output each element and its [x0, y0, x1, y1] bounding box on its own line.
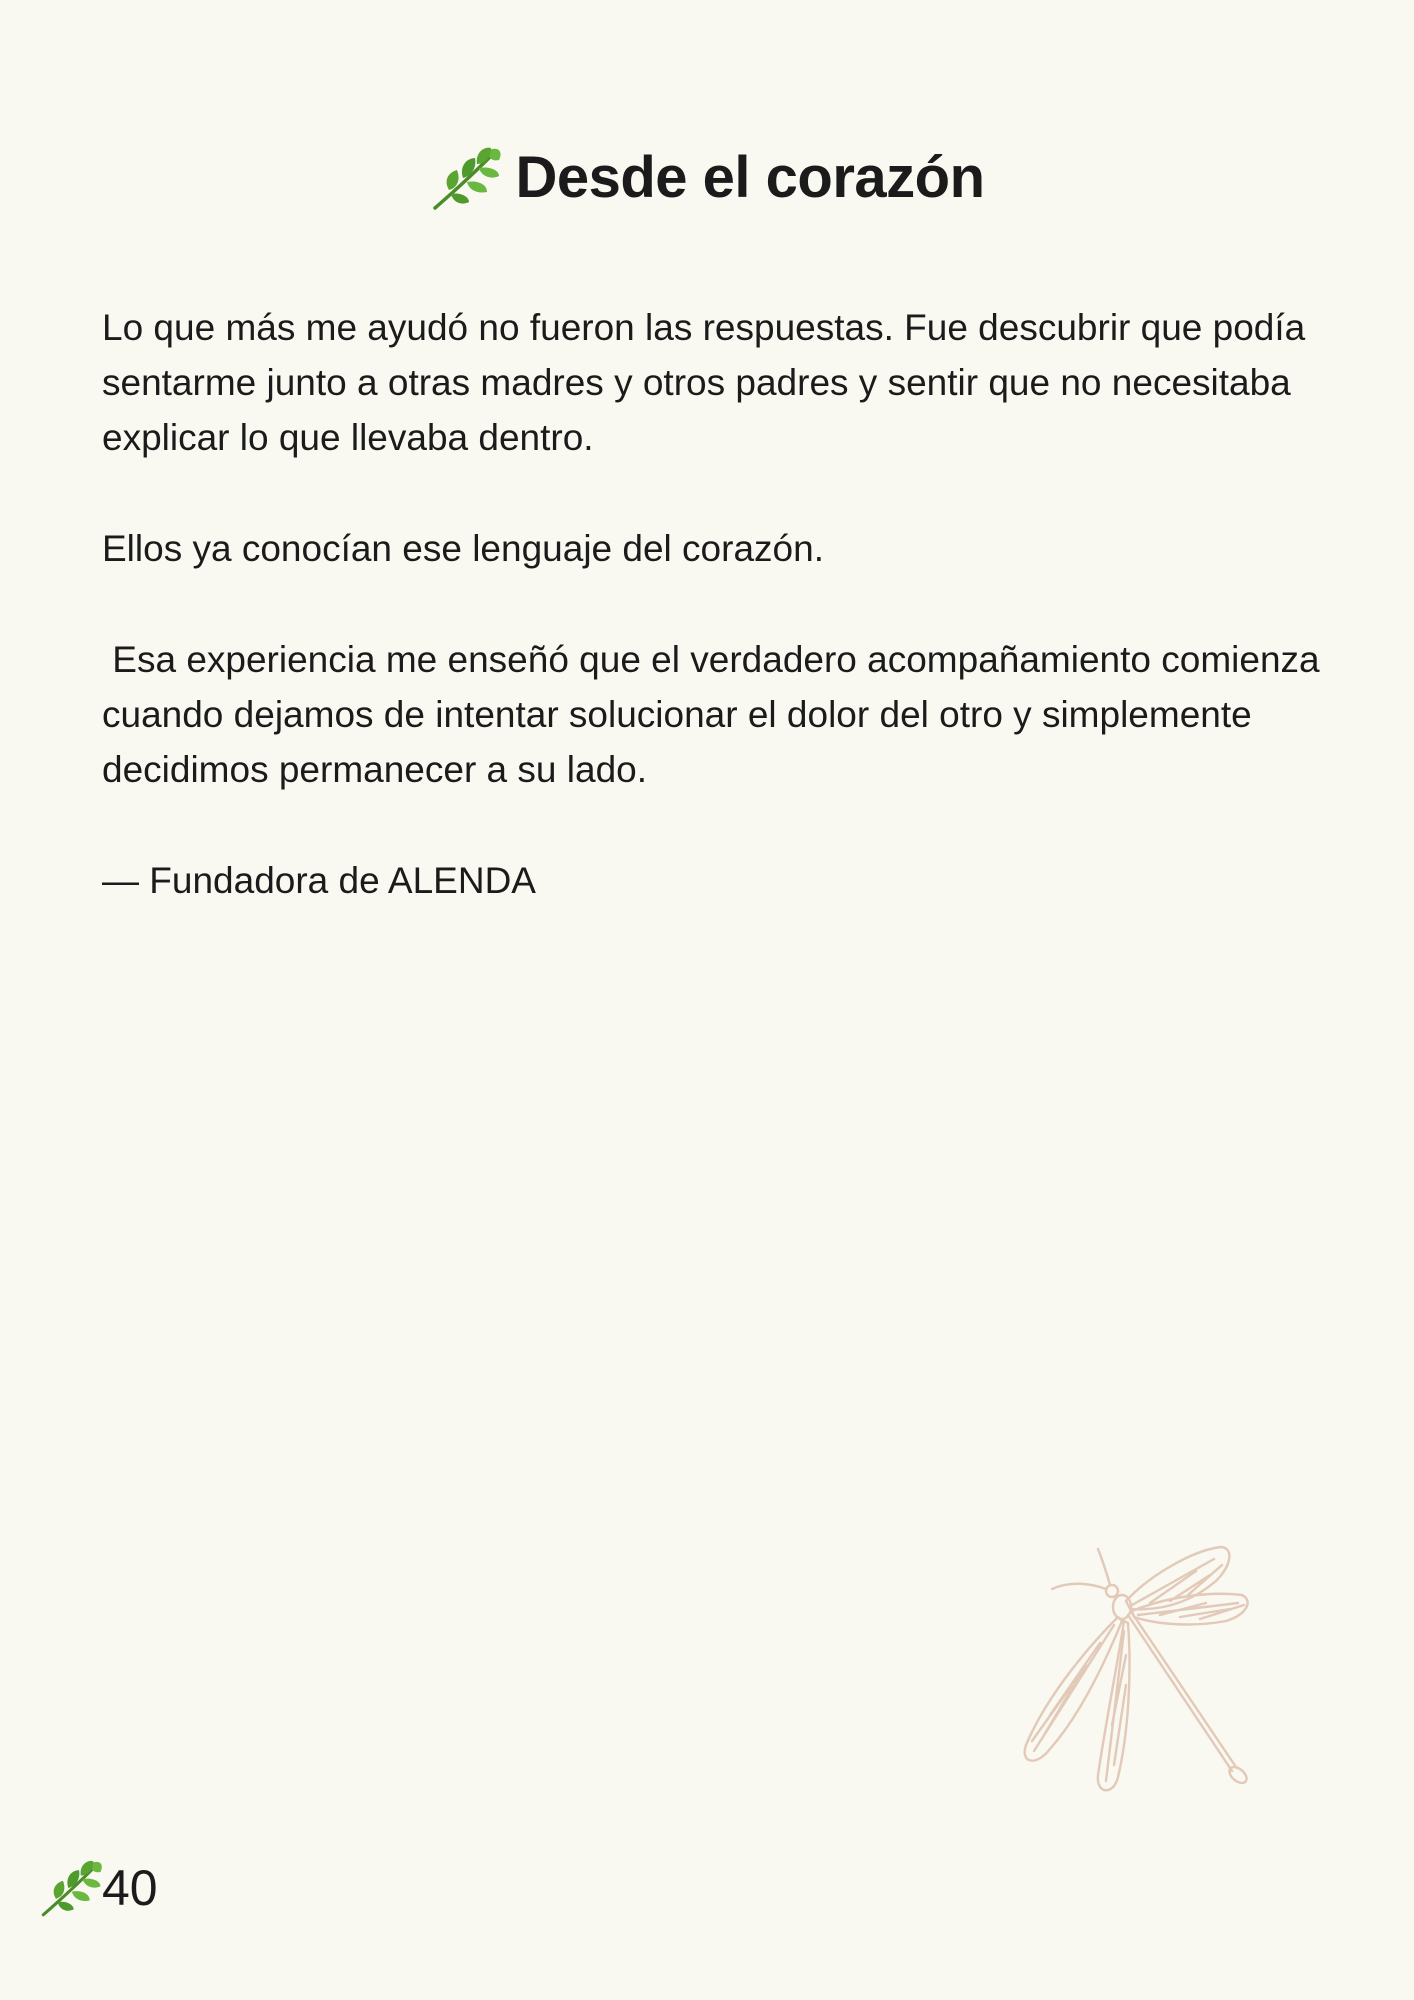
page-footer: [38, 1855, 158, 1921]
paragraph: Esa experiencia me enseñó que el verdadero acompañamiento comienza cuando dejamos de intentar solucionar el dolor del otro y simplemente decidimos permanecer a su lado.: [102, 639, 1330, 790]
page-header: [0, 138, 1414, 218]
page-number: 40: [102, 1860, 158, 1916]
herb-icon: [38, 1855, 104, 1921]
herb-icon: [429, 144, 503, 212]
paragraph: Lo que más me ayudó no fueron las respuestas. Fue descubrir que podía sentarme junto a otras madres y otros padres y sentir que no necesitaba explicar lo que llevaba dentro.: [102, 307, 1316, 458]
signature: — Fundadora de ALENDA: [102, 860, 536, 901]
body-text: [102, 300, 1330, 964]
paragraph: Ellos ya conocían ese lenguaje del corazón.: [102, 528, 824, 569]
page-title: Desde el corazón: [515, 145, 985, 210]
dragonfly-icon: [1010, 1545, 1250, 1825]
